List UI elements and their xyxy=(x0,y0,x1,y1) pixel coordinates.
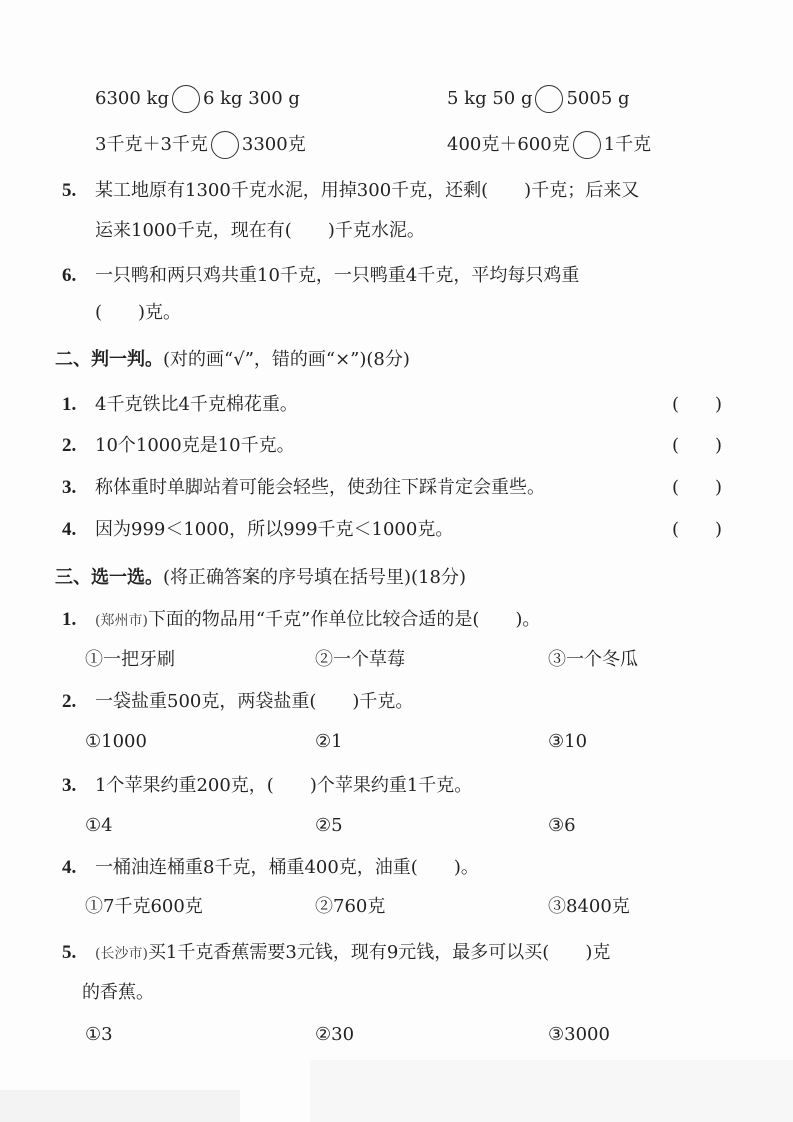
question-number: 4. xyxy=(62,519,77,540)
compare-item xyxy=(95,85,300,113)
question-text xyxy=(95,941,610,966)
question-text xyxy=(95,856,479,880)
question-number: 5. xyxy=(62,942,77,963)
question-number: 4. xyxy=(62,857,77,878)
question-stem: 1个苹果约重200克，( )个苹果约重1千克。 xyxy=(95,775,473,796)
answer-circle[interactable] xyxy=(172,85,200,113)
question-text xyxy=(95,690,413,714)
compare-item xyxy=(447,131,651,159)
section-title: 三、选一选。 xyxy=(55,567,163,588)
question-text: ( )克。 xyxy=(95,302,182,323)
question-text xyxy=(95,608,540,633)
question-number: 2. xyxy=(62,691,77,712)
compare-left: 5 kg 50 g xyxy=(447,88,533,109)
compare-right: 3300克 xyxy=(241,134,306,155)
section-title: 二、判一判。 xyxy=(55,349,163,370)
section-2-header xyxy=(55,348,410,372)
question-stem: 一袋盐重500克，两袋盐重( )千克。 xyxy=(95,691,414,712)
question-number: 1. xyxy=(62,609,77,630)
answer-option[interactable]: ③6 xyxy=(548,815,576,836)
answer-option[interactable]: ①一把牙刷 xyxy=(85,649,175,670)
question-source: (郑州市) xyxy=(95,613,148,629)
answer-option[interactable]: ③3000 xyxy=(548,1024,610,1045)
question-stem: 买1千克香蕉需要3元钱，现有9元钱，最多可以买( )克 xyxy=(147,942,611,963)
answer-option[interactable]: ③一个冬瓜 xyxy=(548,649,638,670)
compare-left: 400克＋600克 xyxy=(447,134,570,155)
question-text: 称体重时单脚站着可能会轻些，使劲往下踩肯定会重些。 xyxy=(95,477,545,498)
question-stem: 一桶油连桶重8千克，桶重400克，油重( )。 xyxy=(95,857,479,878)
answer-option[interactable]: ②1 xyxy=(315,731,343,752)
answer-circle[interactable] xyxy=(211,131,239,159)
question-number: 2. xyxy=(62,435,77,456)
compare-left: 3千克＋3千克 xyxy=(95,134,208,155)
compare-right: 1千克 xyxy=(603,134,652,155)
answer-circle[interactable] xyxy=(535,85,563,113)
compare-right: 5005 g xyxy=(566,88,630,109)
question-number: 1. xyxy=(62,394,77,415)
question-number: 5. xyxy=(62,180,77,201)
answer-circle[interactable] xyxy=(573,131,601,159)
question-text: 运来1000千克，现在有( )千克水泥。 xyxy=(95,220,425,241)
section-note: (将正确答案的序号填在括号里)(18分) xyxy=(163,567,466,588)
answer-option[interactable]: ②一个草莓 xyxy=(315,649,405,670)
question-number: 3. xyxy=(62,775,77,796)
question-text: 4千克铁比4千克棉花重。 xyxy=(95,394,298,415)
answer-option[interactable]: ③10 xyxy=(548,731,588,752)
question-stem: 下面的物品用“千克”作单位比较合适的是( )。 xyxy=(147,609,541,630)
question-number: 3. xyxy=(62,477,77,498)
compare-left: 6300 kg xyxy=(95,88,169,109)
answer-option[interactable]: ②5 xyxy=(315,815,343,836)
section-note: (对的画“√”，错的画“×”)(8分) xyxy=(163,349,410,370)
section-3-header xyxy=(55,566,466,590)
answer-option[interactable]: ②760克 xyxy=(315,896,386,917)
question-source: (长沙市) xyxy=(95,946,148,962)
answer-parentheses[interactable]: ( ) xyxy=(672,519,723,540)
question-number: 6. xyxy=(62,265,77,286)
scan-shadow xyxy=(0,1090,240,1122)
question-text: 因为999＜1000，所以999千克＜1000克。 xyxy=(95,519,454,540)
question-text: 某工地原有1300千克水泥，用掉300千克，还剩( )千克；后来又 xyxy=(95,180,640,201)
answer-option[interactable]: ①4 xyxy=(85,815,113,836)
compare-right: 6 kg 300 g xyxy=(202,88,300,109)
answer-option[interactable]: ②30 xyxy=(315,1024,355,1045)
compare-item xyxy=(447,85,630,113)
answer-option[interactable]: ①3 xyxy=(85,1024,113,1045)
question-text: 一只鸭和两只鸡共重10千克，一只鸭重4千克，平均每只鸡重 xyxy=(95,265,580,286)
answer-option[interactable]: ③8400克 xyxy=(548,896,630,917)
answer-parentheses[interactable]: ( ) xyxy=(672,394,723,415)
compare-item xyxy=(95,131,306,159)
answer-option[interactable]: ①7千克600克 xyxy=(85,896,203,917)
answer-option[interactable]: ①1000 xyxy=(85,731,147,752)
scan-shadow xyxy=(310,1060,793,1122)
question-text: 的香蕉。 xyxy=(82,982,154,1003)
answer-parentheses[interactable]: ( ) xyxy=(672,477,723,498)
answer-parentheses[interactable]: ( ) xyxy=(672,435,723,456)
question-text: 10个1000克是10千克。 xyxy=(95,435,295,456)
question-text xyxy=(95,774,472,798)
